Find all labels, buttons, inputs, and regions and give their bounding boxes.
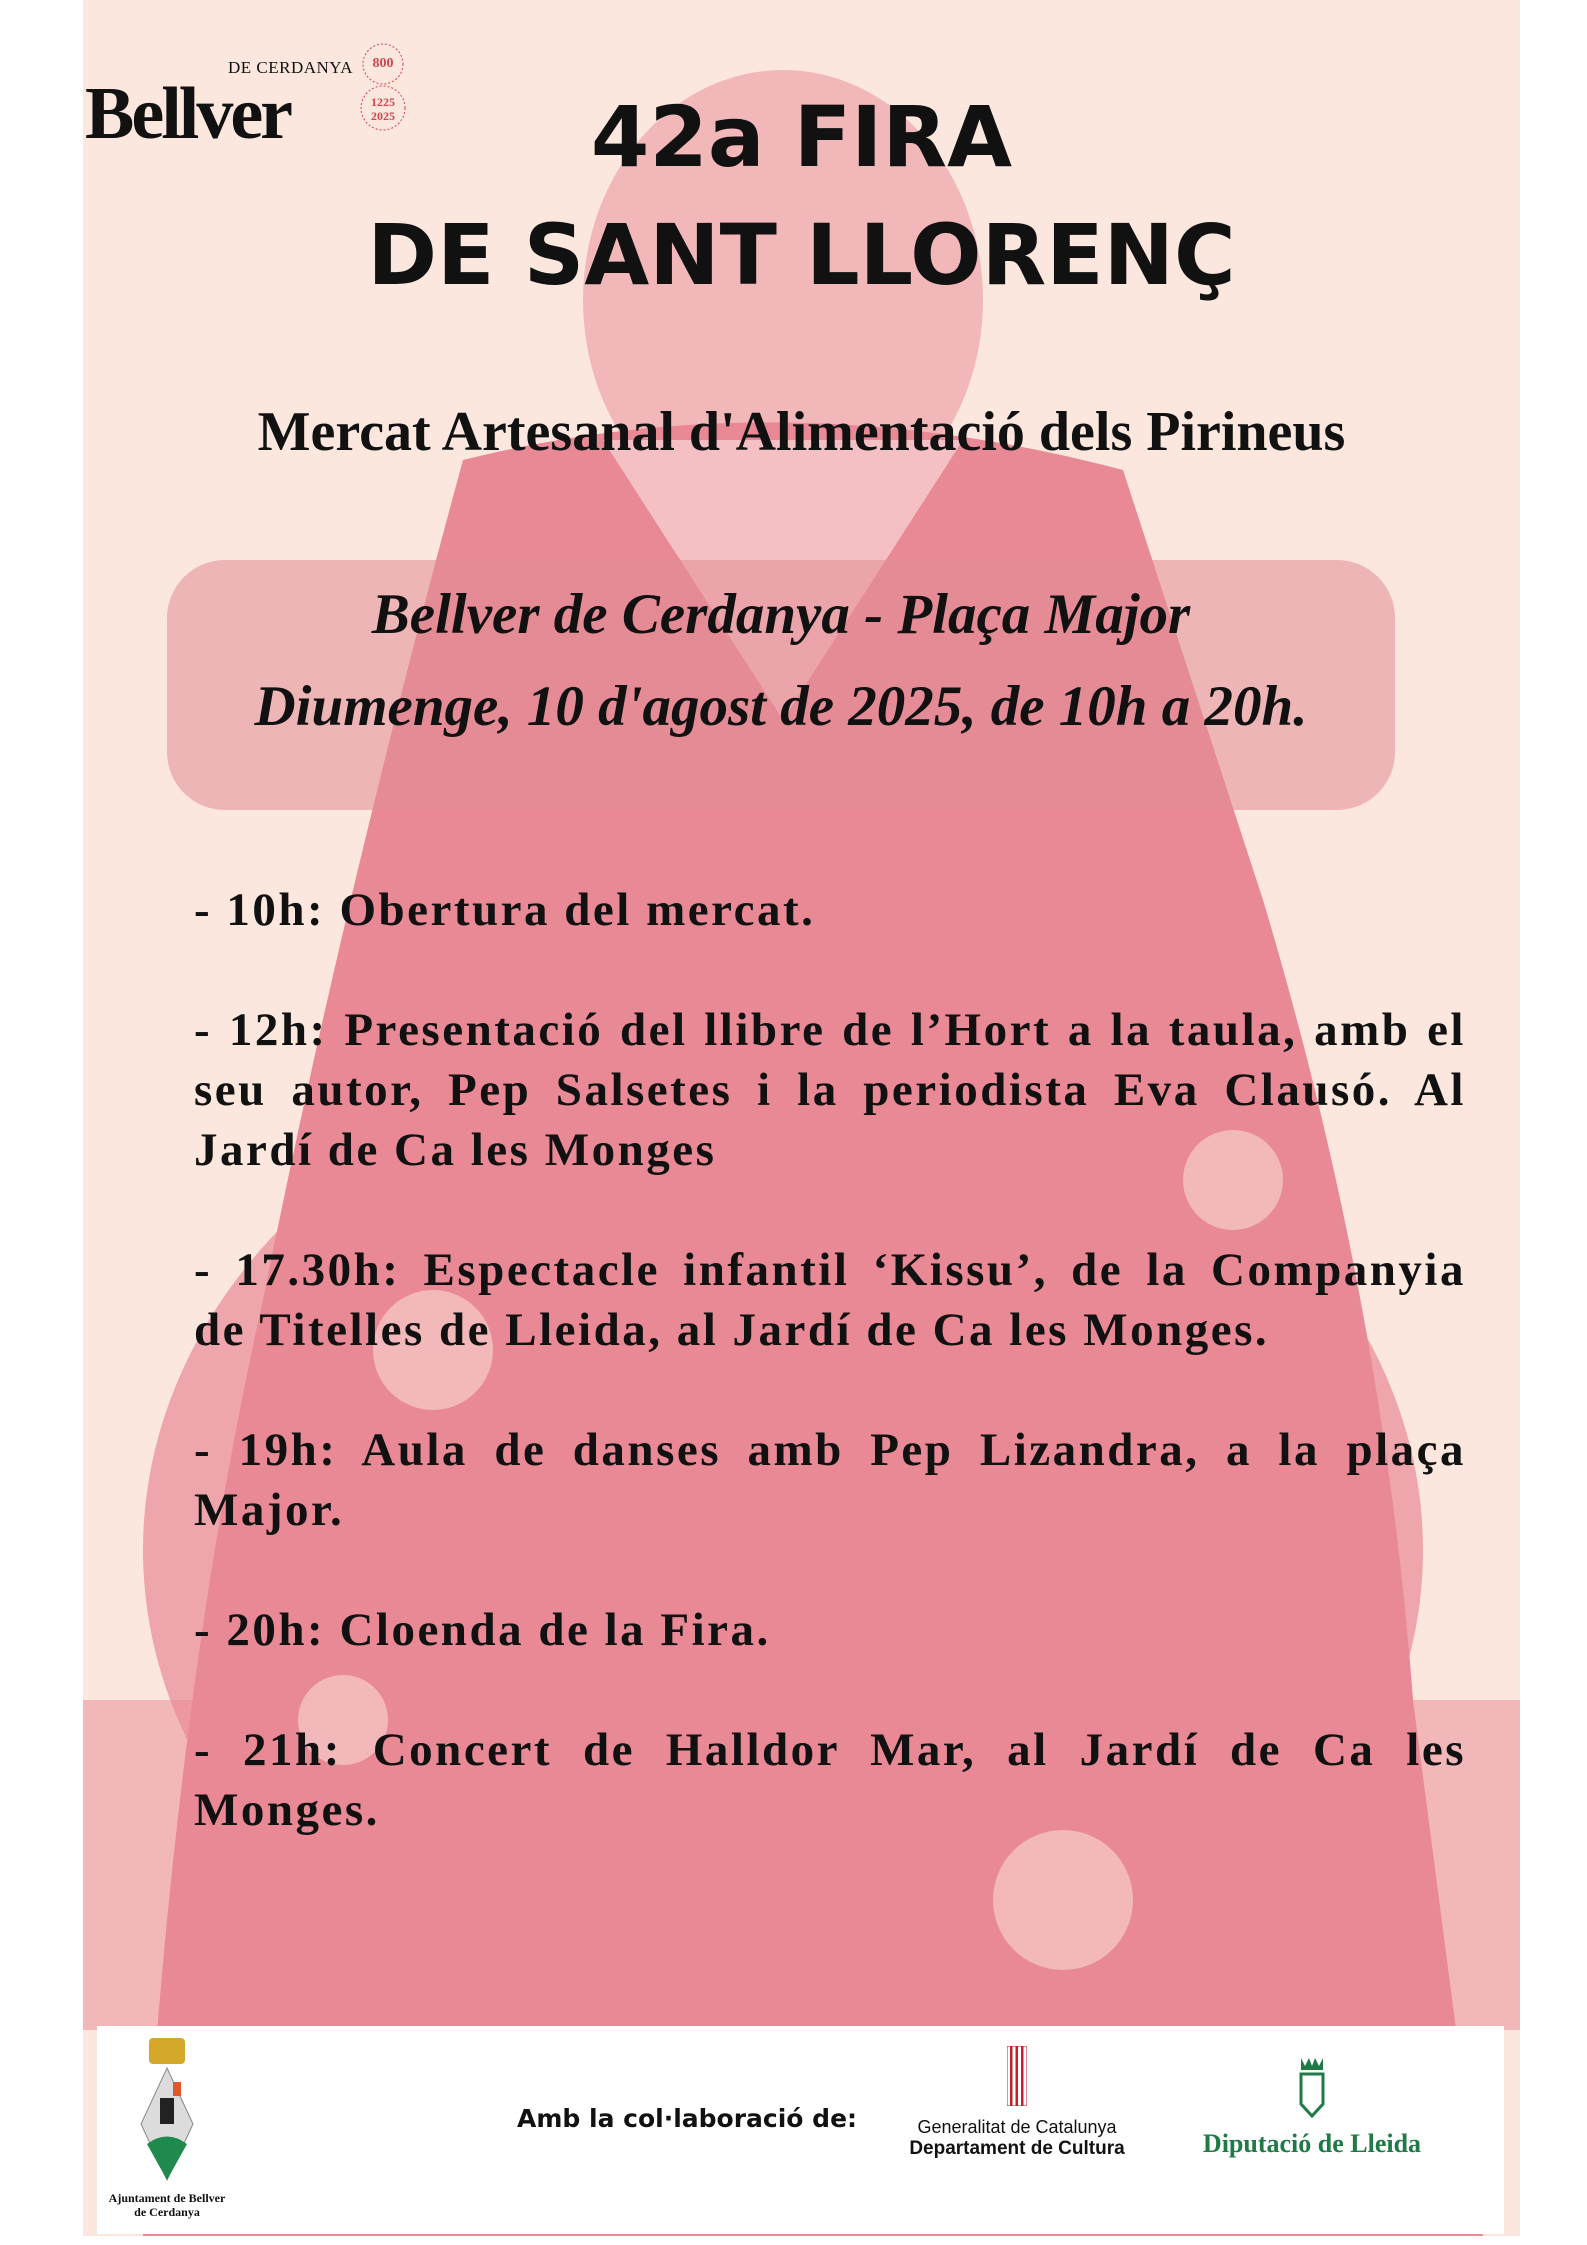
seal-years: 1225 2025 bbox=[371, 95, 395, 123]
department-name: Departament de Cultura bbox=[909, 2138, 1125, 2159]
poster bbox=[83, 0, 1520, 2236]
event-place: Bellver de Cerdanya - Plaça Major bbox=[371, 583, 1191, 646]
sponsors-footer bbox=[97, 2026, 1504, 2234]
event-info-box bbox=[167, 560, 1395, 810]
logo-word: Bellver bbox=[85, 73, 291, 155]
ajuntament-logo bbox=[107, 2034, 227, 2219]
program-item: - 12h: Presentació del llibre de l’Hort a la taula, amb el seu autor, Pep Salsetes i la periodista Eva Clausó. Al Jardí de Ca les Monges bbox=[194, 1004, 1466, 1176]
diputacio-emblem-icon bbox=[1299, 2056, 1325, 2118]
program-item: - 19h: Aula de danses amb Pep Lizandra, a la plaça Major. bbox=[194, 1424, 1466, 1536]
logo-subtitle: DE CERDANYA bbox=[228, 58, 353, 77]
generalitat-name: Generalitat de Catalunya bbox=[917, 2117, 1117, 2137]
program-list bbox=[194, 880, 1466, 1900]
title-line-1: 42a FIRA bbox=[590, 88, 1013, 186]
program-item: - 20h: Cloenda de la Fira. bbox=[194, 1604, 771, 1656]
collaboration-label: Amb la col·laboració de: bbox=[517, 2104, 858, 2133]
senyera-icon bbox=[1007, 2046, 1027, 2106]
generalitat-logo bbox=[897, 2046, 1137, 2159]
event-date: Diumenge, 10 d'agost de 2025, de 10h a 20h. bbox=[254, 675, 1308, 738]
diputacio-logo bbox=[1172, 2056, 1452, 2159]
ajuntament-label: Ajuntament de Bellver de Cerdanya bbox=[108, 2191, 226, 2219]
seal-800: 800 bbox=[372, 56, 394, 71]
page-title bbox=[83, 78, 1520, 314]
program-item: - 10h: Obertura del mercat. bbox=[194, 884, 816, 936]
coat-of-arms-icon bbox=[137, 2034, 197, 2184]
program-item: - 21h: Concert de Halldor Mar, al Jardí de Ca les Monges. bbox=[194, 1724, 1466, 1836]
subtitle: Mercat Artesanal d'Alimentació dels Pirineus bbox=[257, 401, 1346, 463]
program-item: - 17.30h: Espectacle infantil ‘Kissu’, de la Companyia de Titelles de Lleida, al Jardí de Ca les Monges. bbox=[194, 1244, 1466, 1356]
title-line-2: DE SANT LLORENÇ bbox=[367, 206, 1236, 304]
diputacio-name: Diputació de Lleida bbox=[1202, 2129, 1422, 2158]
